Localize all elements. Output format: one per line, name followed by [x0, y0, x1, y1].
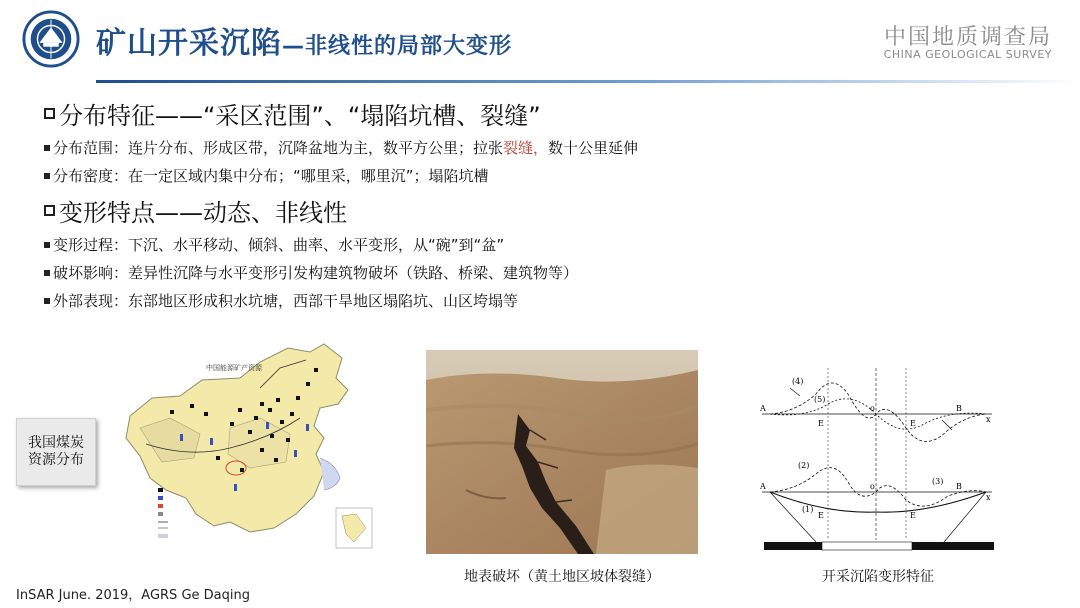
diagram-label-a-bottom: A [760, 482, 766, 491]
slide-title-sub: —非线性的局部大变形 [282, 34, 513, 59]
bullet-icon [44, 270, 50, 276]
footer-credit: InSAR June. 2019，AGRS Ge Daqing [16, 588, 250, 603]
diagram-label-e-top-right: E [910, 419, 916, 428]
org-name-cn: 中国地质调查局 [883, 25, 1052, 50]
diagram-label-e-top: E [818, 419, 824, 428]
bullet-icon [44, 173, 50, 179]
diagram-label-o-bottom: o [870, 482, 875, 491]
diagram-label-1: (1) [802, 505, 814, 514]
list-item-damage-impact: 破坏影响：差异性沉降与水平变形引发构建筑物破坏（铁路、桥梁、建筑物等） [44, 262, 1044, 283]
diagram-label-b-bottom: B [956, 482, 962, 491]
diagram-label-o-top: o [870, 404, 875, 413]
diagram-label-x-bottom: x [986, 493, 991, 502]
map-title: 中国能源矿产资源 [206, 364, 262, 372]
diagram-label-x-top: x [986, 415, 991, 424]
list-item-distribution-density: 分布密度：在一定区域内集中分布；“哪里采，哪里沉”；塌陷坑槽 [44, 165, 1044, 186]
diagram-caption: 开采沉陷变形特征 [822, 569, 934, 585]
org-name-en: CHINA GEOLOGICAL SURVEY [883, 48, 1052, 61]
subsidence-deformation-diagram [756, 364, 1000, 556]
slide-header [0, 0, 1080, 82]
diagram-label-3: (3) [932, 477, 944, 486]
coal-resource-label: 我国煤炭资源分布 [16, 418, 96, 486]
diagram-label-4: (4) [792, 377, 804, 386]
diagram-label-2: (2) [798, 461, 810, 470]
diagram-label-5: (5) [814, 395, 826, 404]
list-item-external-manifestation: 外部表现：东部地区形成积水坑塘，西部干旱地区塌陷坑、山区垮塌等 [44, 290, 1044, 311]
highlight-crack: 裂缝， [503, 139, 549, 157]
diagram-label-e-bottom: E [818, 511, 824, 520]
bullet-icon [44, 242, 50, 248]
header-divider [96, 80, 1080, 83]
bullet-icon [44, 298, 50, 304]
square-bullet-icon [44, 108, 55, 119]
list-item-deformation-process: 变形过程：下沉、水平移动、倾斜、曲率、水平变形，从“碗”到“盆” [44, 234, 1044, 255]
diagram-label-a-top: A [760, 404, 766, 413]
section-heading-distribution: 分布特征——“采区范围”、“塌陷坑槽、裂缝” [44, 96, 1044, 131]
diagram-label-e-bottom-right: E [910, 511, 916, 520]
china-coal-resource-map [110, 338, 380, 556]
slide-title-main: 矿山开采沉陷 [96, 26, 282, 61]
slide-content [44, 96, 1044, 318]
diagram-label-b-top: B [956, 404, 962, 413]
china-geological-survey-logo-icon [22, 10, 80, 68]
slide-title [96, 18, 512, 62]
list-item-distribution-range: 分布范围：连片分布、形成区带，沉降盆地为主，数平方公里；拉张 裂缝， 数十公里延伸 [44, 137, 1044, 158]
loess-slope-crack-photo [426, 350, 698, 554]
square-bullet-icon [44, 205, 55, 216]
photo-caption: 地表破坏（黄土地区坡体裂缝） [464, 569, 660, 585]
bullet-icon [44, 145, 50, 151]
section-heading-deformation: 变形特点——动态、非线性 [44, 193, 1044, 228]
